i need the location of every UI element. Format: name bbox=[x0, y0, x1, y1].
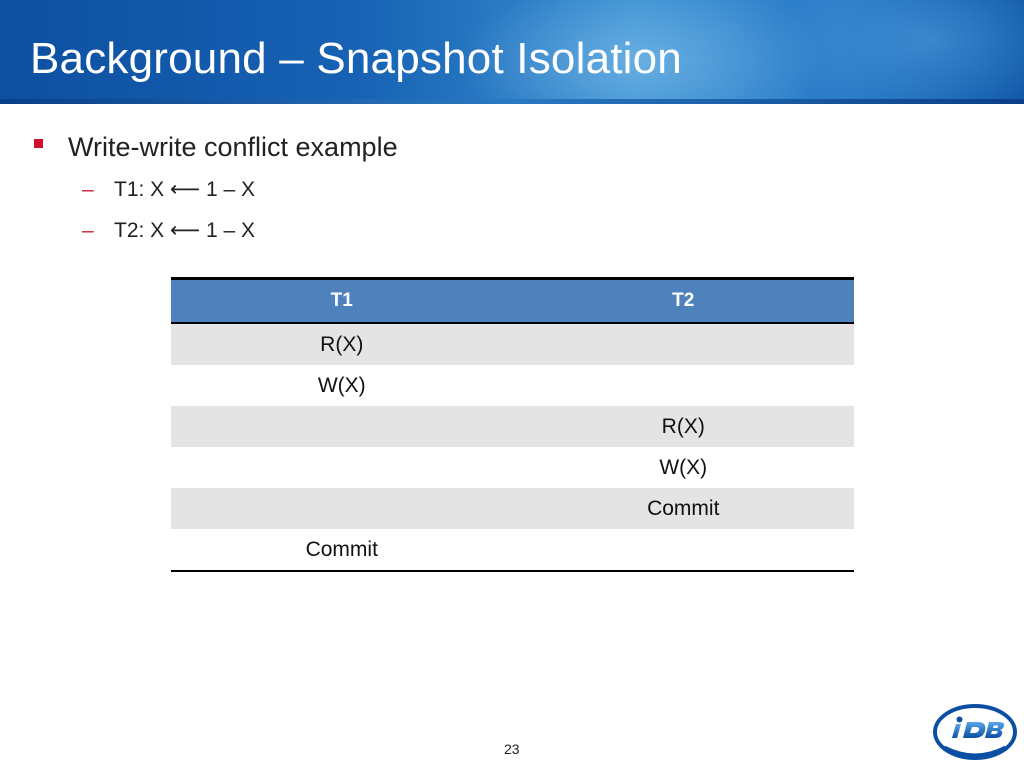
table-row bbox=[171, 323, 854, 365]
table-cell: W(X) bbox=[317, 373, 366, 397]
table-cell: R(X) bbox=[171, 323, 513, 365]
slide-title: Background – Snapshot Isolation bbox=[30, 34, 682, 83]
table-cell: Commit bbox=[513, 488, 855, 529]
table-cell bbox=[171, 488, 513, 529]
sub-bullet-item bbox=[82, 177, 255, 207]
table-cell: Commit bbox=[171, 529, 513, 571]
page-number: 23 bbox=[504, 741, 520, 757]
table-cell: W(X) bbox=[659, 455, 708, 479]
table-row bbox=[171, 406, 854, 447]
bullet-text: Write-write conflict example bbox=[68, 132, 398, 162]
sub-bullet-item bbox=[82, 218, 255, 248]
dash-bullet-icon: – bbox=[82, 178, 94, 201]
table-cell bbox=[171, 447, 513, 488]
square-bullet-icon bbox=[34, 139, 43, 148]
idb-logo-icon bbox=[932, 702, 1018, 762]
table-cell: R(X) bbox=[513, 406, 855, 447]
table-row bbox=[171, 488, 854, 529]
table-row bbox=[171, 447, 854, 488]
bullet-item bbox=[34, 128, 398, 164]
table-cell bbox=[513, 323, 855, 365]
column-header-t2: T2 bbox=[513, 279, 855, 324]
table-row bbox=[171, 529, 854, 571]
column-header-t1: T1 bbox=[171, 279, 513, 324]
table-cell bbox=[513, 365, 855, 406]
table-header-row bbox=[171, 279, 854, 324]
schedule-table bbox=[171, 277, 854, 572]
dash-bullet-icon: – bbox=[82, 219, 94, 242]
table-row bbox=[171, 365, 854, 406]
title-bar bbox=[0, 0, 1024, 104]
table-cell bbox=[513, 529, 855, 571]
sub-bullet-text: T1: X ⟵ 1 – X bbox=[114, 178, 255, 201]
table-cell bbox=[171, 406, 513, 447]
sub-bullet-text: T2: X ⟵ 1 – X bbox=[114, 219, 255, 242]
